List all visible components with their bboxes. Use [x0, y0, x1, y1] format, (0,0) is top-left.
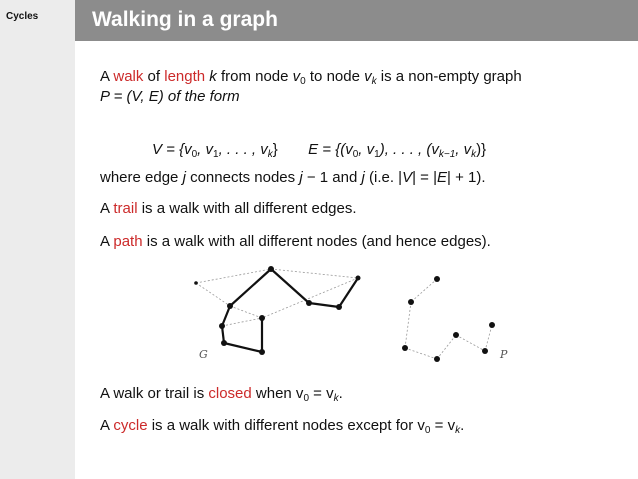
graph-g-label: G — [199, 348, 208, 361]
section-label: Cycles — [6, 11, 39, 22]
term-walk: walk — [113, 68, 144, 85]
walk-definition-line1: A walk of length k from node $v_0$ to node $v_k$ is a non-empty graph — [100, 68, 522, 87]
term-cycle: cycle — [113, 417, 148, 434]
trail-definition: A trail is a walk with all different edges. — [100, 200, 357, 217]
term-trail: trail — [113, 200, 138, 217]
walk-definition-line2: P = (V, E) of the form — [100, 88, 240, 105]
slide-title: Walking in a graph — [92, 8, 278, 31]
cycle-definition: A cycle is a walk with different nodes except for $v_0 = v_k$. — [100, 417, 465, 436]
graph-p — [402, 276, 508, 362]
graph-equation: $V = \{v_0$, $v_1$, . . . , $v_k$} $E = \{(v_0$, $v_1$), . . . , ($v_{k-1}$, $v_k$)} — [152, 141, 487, 160]
term-path: path — [113, 233, 143, 250]
term-length: length — [164, 68, 206, 85]
edge-note: where edge j connects nodes j − 1 and j (i.e. |V| = |E| + 1). — [100, 169, 486, 186]
closed-definition: A walk or trail is closed when $v_0 = v_k$. — [100, 385, 343, 404]
graph-p-label: P — [500, 348, 508, 361]
graph-g — [194, 266, 360, 361]
term-closed: closed — [208, 385, 252, 402]
path-definition: A path is a walk with all different nodes (and hence edges). — [100, 233, 491, 250]
